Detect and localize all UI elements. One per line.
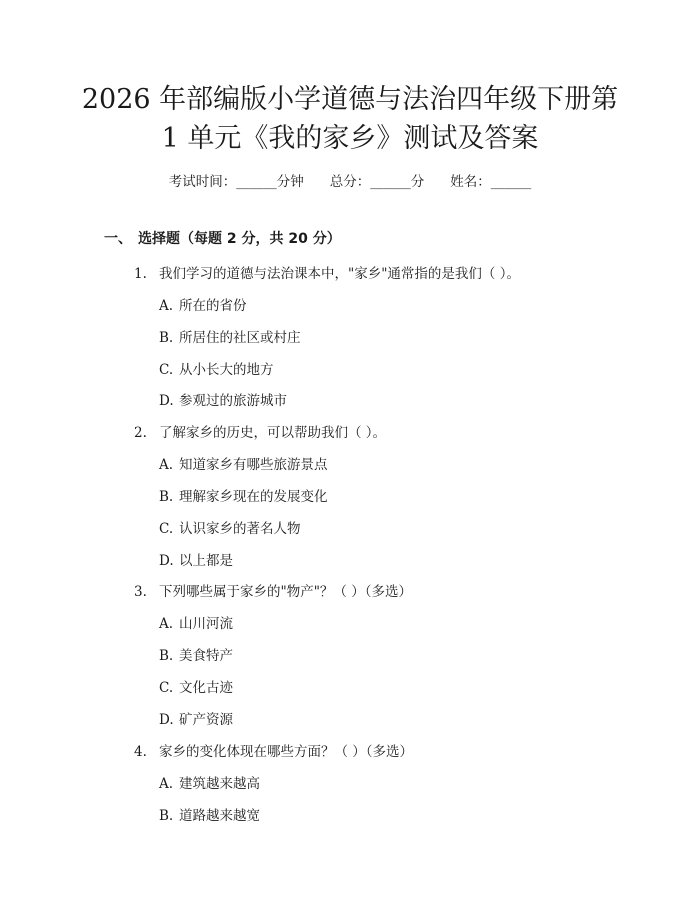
option-1b [159, 326, 301, 346]
question-number: 3. [134, 584, 147, 600]
option-3a [159, 612, 233, 632]
question-text: 我们学习的道德与法治课本中，"家乡"通常指的是我们（ ）。 [159, 266, 520, 282]
question-text: 家乡的变化体现在哪些方面？（ ）（多选） [159, 744, 414, 760]
option-text: 山川河流 [179, 616, 233, 632]
option-text: 文化古迹 [179, 680, 233, 696]
document-title-line-1: 2026 年部编版小学道德与法治四年级下册第 [81, 84, 619, 115]
total-score: 总分：______分 [329, 174, 425, 190]
section-heading [104, 228, 341, 248]
exam-time: 考试时间：______分钟 [168, 174, 304, 190]
option-letter: A. [159, 298, 174, 314]
exam-info [0, 170, 700, 190]
option-letter: D. [159, 393, 174, 409]
option-2a [159, 453, 328, 473]
option-text: 理解家乡现在的发展变化 [179, 489, 328, 505]
question-2 [134, 421, 386, 441]
option-text: 所居住的社区或村庄 [179, 330, 301, 346]
question-text: 下列哪些属于家乡的"物产"？（ ）（多选） [159, 584, 412, 600]
option-letter: B. [159, 330, 174, 346]
option-text: 所在的省份 [179, 298, 247, 314]
option-letter: C. [159, 362, 174, 378]
option-2c [159, 517, 301, 537]
option-letter: A. [159, 776, 174, 792]
option-text: 认识家乡的著名人物 [179, 521, 301, 537]
question-text: 了解家乡的历史，可以帮助我们（ ）。 [159, 425, 387, 441]
option-2b [159, 485, 328, 505]
option-letter: A. [159, 457, 174, 473]
option-3b [159, 644, 233, 664]
option-3d [159, 708, 233, 728]
question-1 [134, 262, 520, 282]
option-text: 参观过的旅游城市 [179, 393, 287, 409]
question-number: 4. [134, 744, 147, 760]
option-letter: B. [159, 489, 174, 505]
option-letter: C. [159, 521, 174, 537]
student-name: 姓名：______ [450, 174, 532, 190]
question-3 [134, 580, 412, 600]
option-text: 道路越来越宽 [179, 808, 260, 824]
question-4 [134, 740, 413, 760]
option-letter: B. [159, 648, 174, 664]
option-1c [159, 358, 274, 378]
option-text: 矿产资源 [179, 712, 233, 728]
option-letter: A. [159, 616, 174, 632]
section-number: 一、 [104, 231, 132, 247]
option-4a [159, 772, 260, 792]
question-number: 1. [134, 266, 147, 282]
option-2d [159, 549, 233, 569]
option-1a [159, 294, 247, 314]
document-title-line-2: 1 单元《我的家乡》测试及答案 [161, 123, 539, 154]
option-letter: C. [159, 680, 174, 696]
section-title: 选择题（每题 2 分，共 20 分） [138, 231, 341, 247]
option-text: 从小长大的地方 [179, 362, 274, 378]
option-4b [159, 804, 260, 824]
option-text: 以上都是 [179, 553, 233, 569]
option-letter: D. [159, 712, 174, 728]
option-letter: D. [159, 553, 174, 569]
option-text: 美食特产 [179, 648, 233, 664]
option-letter: B. [159, 808, 174, 824]
option-1d [159, 389, 287, 409]
option-text: 建筑越来越高 [179, 776, 260, 792]
option-text: 知道家乡有哪些旅游景点 [179, 457, 328, 473]
option-3c [159, 676, 233, 696]
question-number: 2. [134, 425, 147, 441]
